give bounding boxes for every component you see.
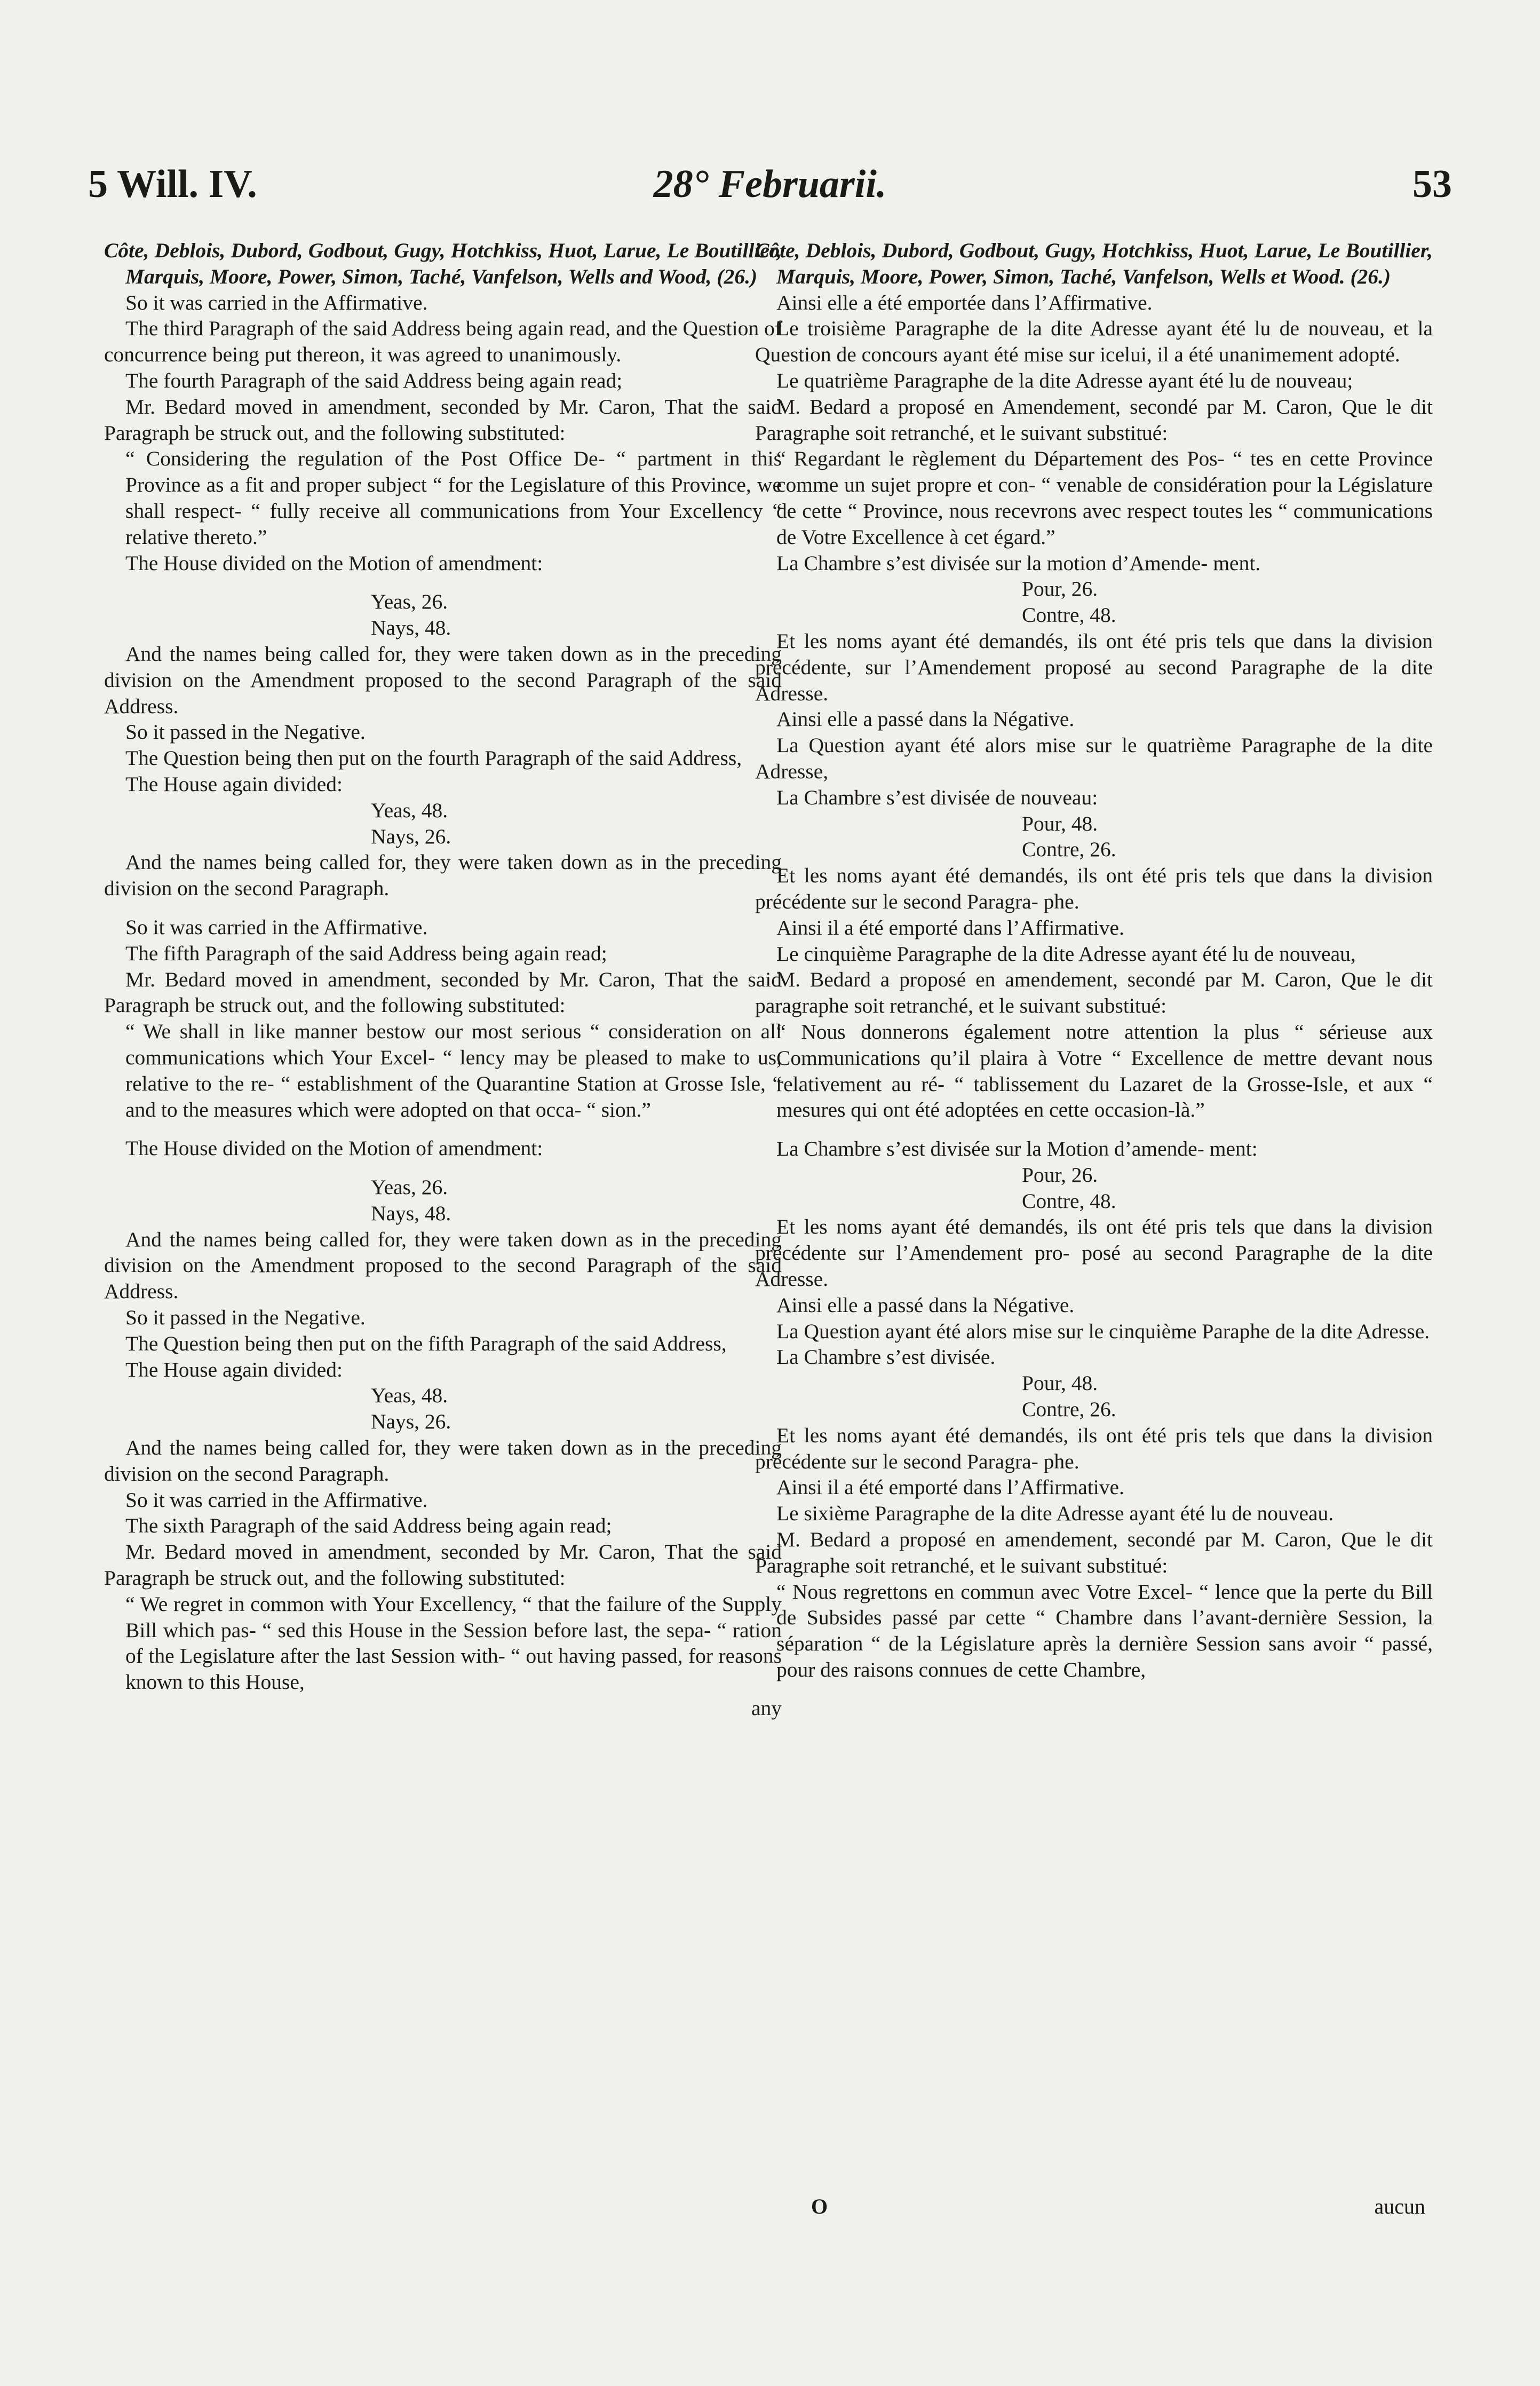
paragraph: Ainsi elle a passé dans la Négative. xyxy=(776,707,1075,731)
quoted-amendment: “ Regardant le règlement du Département des Pos- “ tes en cette Province comme un sujet propre et con- “ venable de considération pour la Législature de cette “ Province, nous recevrons avec respect toutes les “ communications de Votre Excellence à cet égard.” xyxy=(776,447,1433,549)
paragraph: La Chambre s’est divisée sur la motion d’Amende- ment. xyxy=(776,551,1261,575)
catchword-right: aucun xyxy=(1374,2194,1425,2218)
vote-pour: Pour, 48. xyxy=(1022,811,1098,835)
paragraph: M. Bedard a proposé en amendement, secondé par M. Caron, Que le dit paragraphe soit retranché, et le suivant substitué: xyxy=(755,968,1433,1018)
paragraph: Et les noms ayant été demandés, ils ont été pris tels que dans la division précédente sur le second Paragra- phe. xyxy=(755,864,1433,913)
paragraph: The third Paragraph of the said Address being again read, and the Question of concurrence being put thereon, it was agreed to unanimously. xyxy=(104,317,782,367)
paragraph: Ainsi elle a été emportée dans l’Affirmative. xyxy=(776,290,1153,314)
vote-nays: Nays, 26. xyxy=(371,1410,451,1434)
vote-yeas: Yeas, 48. xyxy=(371,798,448,822)
paragraph: Le quatrième Paragraphe de la dite Adresse ayant été lu de nouveau; xyxy=(776,368,1353,392)
paragraph: And the names being called for, they were taken down as in the preceding division on the Amendment proposed to the second Paragraph of the said Address. xyxy=(104,1227,782,1303)
division-names: Côte, Deblois, Dubord, Godbout, Gugy, Hotchkiss, Huot, Larue, Le Boutillier, Marquis, Moore, Power, Simon, Taché, Vanfelson, Wells et Wood. (26.) xyxy=(755,239,1433,288)
paragraph: And the names being called for, they were taken down as in the preceding division on the second Paragraph. xyxy=(104,850,782,900)
paragraph: The fifth Paragraph of the said Address being again read; xyxy=(125,941,607,965)
paragraph: And the names being called for, they were taken down as in the preceding division on the second Paragraph. xyxy=(104,1436,782,1486)
paragraph: Et les noms ayant été demandés, ils ont été pris tels que dans la division précédente, sur l’Amendement proposé au second Paragraphe de la dite Adresse. xyxy=(755,629,1433,705)
paragraph: Le sixième Paragraphe de la dite Adresse ayant été lu de nouveau. xyxy=(776,1502,1334,1526)
date-heading: 28° Februarii. xyxy=(653,162,887,206)
paragraph: The House again divided: xyxy=(125,772,343,796)
paragraph: Ainsi elle a passé dans la Négative. xyxy=(776,1293,1075,1317)
vote-yeas: Yeas, 26. xyxy=(371,590,448,614)
paragraph: La Chambre s’est divisée. xyxy=(776,1345,996,1369)
paragraph: The sixth Paragraph of the said Address being again read; xyxy=(125,1514,612,1538)
vote-contre: Contre, 48. xyxy=(1022,603,1116,627)
paragraph: M. Bedard a proposé en amendement, secondé par M. Caron, Que le dit Paragraphe soit retranché, et le suivant substitué: xyxy=(755,1528,1433,1577)
paragraph: Et les noms ayant été demandés, ils ont été pris tels que dans la division précédente sur l’Amendement pro- posé au second Paragraphe de la dite Adresse. xyxy=(755,1215,1433,1291)
page-number: 53 xyxy=(1412,162,1452,206)
paragraph: Et les noms ayant été demandés, ils ont été pris tels que dans la division précédente sur le second Paragra- phe. xyxy=(755,1423,1433,1473)
paragraph: The House again divided: xyxy=(125,1357,343,1381)
english-column xyxy=(104,238,782,1721)
vote-nays: Nays, 48. xyxy=(371,1201,451,1225)
vote-contre: Contre, 26. xyxy=(1022,838,1116,862)
quoted-amendment: “ Considering the regulation of the Post Office De- “ partment in this Province as a fit and proper subject “ for the Legislature of this Province, we shall respect- “ fully receive all communications from Your Excellency “ relative thereto.” xyxy=(125,447,782,549)
quoted-amendment: “ Nous donnerons également notre attention la plus “ sérieuse aux Communications qu’il plaira à Votre “ Excellence de mettre devant nous relativement au ré- “ tablissement du Lazaret de la Grosse-Isle, et aux “ mesures qui ont été adoptées en cette occasion-là.” xyxy=(776,1020,1433,1122)
vote-pour: Pour, 48. xyxy=(1022,1371,1098,1395)
paragraph: So it passed in the Negative. xyxy=(125,1306,366,1330)
vote-yeas: Yeas, 26. xyxy=(371,1175,448,1199)
vote-yeas: Yeas, 48. xyxy=(371,1384,448,1408)
paragraph: La Chambre s’est divisée de nouveau: xyxy=(776,785,1098,809)
paragraph: So it was carried in the Affirmative. xyxy=(125,1488,428,1512)
paragraph: M. Bedard a proposé en Amendement, secondé par M. Caron, Que le dit Paragraphe soit retranché, et le suivant substitué: xyxy=(755,394,1433,445)
paragraph: Mr. Bedard moved in amendment, seconded by Mr. Caron, That the said Paragraph be struck out, and the following substituted: xyxy=(104,967,782,1017)
signature-mark: O xyxy=(811,2194,828,2218)
paragraph: La Chambre s’est divisée sur la Motion d’amende- ment: xyxy=(776,1137,1258,1161)
paragraph: Ainsi il a été emporté dans l’Affirmative. xyxy=(776,915,1124,939)
paragraph: The House divided on the Motion of amendment: xyxy=(125,551,543,575)
paragraph: La Question ayant été alors mise sur le quatrième Paragraphe de la dite Adresse, xyxy=(755,733,1433,783)
paragraph: The Question being then put on the fourth Paragraph of the said Address, xyxy=(125,746,742,770)
paragraph: So it was carried in the Affirmative. xyxy=(125,290,428,314)
paragraph: Le troisième Paragraphe de la dite Adresse ayant été lu de nouveau, et la Question de concours ayant été mise sur icelui, il a été unanimement adopté. xyxy=(755,317,1433,367)
vote-contre: Contre, 26. xyxy=(1022,1397,1116,1421)
vote-nays: Nays, 26. xyxy=(371,824,451,848)
vote-pour: Pour, 26. xyxy=(1022,1163,1098,1187)
catchword-left: any xyxy=(751,1696,782,1720)
paragraph: Ainsi il a été emporté dans l’Affirmative. xyxy=(776,1475,1124,1499)
vote-contre: Contre, 48. xyxy=(1022,1189,1116,1213)
paragraph: So it was carried in the Affirmative. xyxy=(125,915,428,939)
paragraph: Mr. Bedard moved in amendment, seconded by Mr. Caron, That the said Paragraph be struck out, and the following substituted: xyxy=(104,1540,782,1590)
paragraph: The Question being then put on the fifth Paragraph of the said Address, xyxy=(125,1331,727,1355)
regnal-year: 5 Will. IV. xyxy=(88,162,257,206)
paragraph: The fourth Paragraph of the said Address being again read; xyxy=(125,368,623,392)
paragraph: Le cinquième Paragraphe de la dite Adresse ayant été lu de nouveau, xyxy=(776,942,1356,966)
vote-pour: Pour, 26. xyxy=(1022,577,1098,601)
division-names: Côte, Deblois, Dubord, Godbout, Gugy, Hotchkiss, Huot, Larue, Le Boutillier, Marquis, Moore, Power, Simon, Taché, Vanfelson, Wells and Wood, (26.) xyxy=(104,239,782,288)
paragraph: And the names being called for, they were taken down as in the preceding division on the Amendment proposed to the second Paragraph of the said Address. xyxy=(104,642,782,718)
paragraph: The House divided on the Motion of amendment: xyxy=(125,1136,543,1160)
paragraph: So it passed in the Negative. xyxy=(125,720,366,744)
paragraph: La Question ayant été alors mise sur le cinquième Paraphe de la dite Adresse. xyxy=(776,1319,1430,1343)
vote-nays: Nays, 48. xyxy=(371,616,451,640)
quoted-amendment: “ Nous regrettons en commun avec Votre Excel- “ lence que la perte du Bill de Subsides passé par cette “ Chambre dans l’avant-dernière Session, la séparation “ de la Législature après la dernière Session sans avoir “ passé, pour des raisons connues de cette Chambre, xyxy=(776,1579,1433,1682)
paragraph: Mr. Bedard moved in amendment, seconded by Mr. Caron, That the said Paragraph be struck out, and the following substituted: xyxy=(104,394,782,445)
page-header xyxy=(88,155,1452,214)
french-column xyxy=(755,238,1433,1683)
quoted-amendment: “ We shall in like manner bestow our most serious “ consideration on all communications which Your Excel- “ lency may be pleased to make to us, relative to the re- “ establishment of the Quarantine Station at Grosse Isle, “ and to the measures which were adopted on that occa- “ sion.” xyxy=(125,1020,782,1121)
quoted-amendment: “ We regret in common with Your Excellency, “ that the failure of the Supply Bill which pas- “ sed this House in the Session before last, the sepa- “ ration of the Legislature after the last Session with- “ out having passed, for reasons known to this House, xyxy=(125,1592,782,1694)
